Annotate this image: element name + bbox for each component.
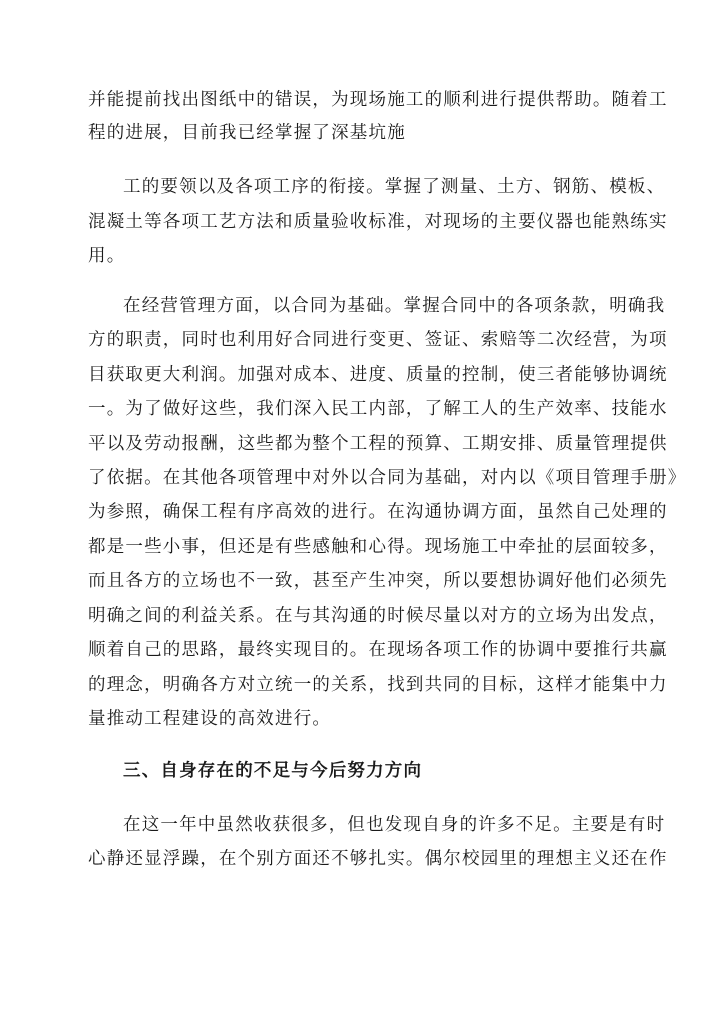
paragraph-1-line-1: 并能提前找出图纸中的错误，为现场施工的顺利进行提供帮助。随着工 [88,90,668,110]
paragraph-3-line-2: 方的职责，同时也利用好合同进行变更、签证、索赔等二次经营，为项 [88,330,668,350]
paragraph-3-line-4: 一。为了做好这些，我们深入民工内部，了解工人的生产效率、技能水 [88,399,668,419]
paragraph-3-line-1: 在经营管理方面，以合同为基础。掌握合同中的各项条款，明确我 [123,296,666,316]
paragraph-2-line-3: 用。 [88,246,126,266]
paragraph-2-line-1: 工的要领以及各项工序的衔接。掌握了测量、土方、钢筋、模板、 [123,177,666,197]
paragraph-2-line-2: 混凝土等各项工艺方法和质量验收标准，对现场的主要仪器也能熟练实 [88,212,668,232]
paragraph-3-line-7: 为参照，确保工程有序高效的进行。在沟通协调方面，虽然自己处理的 [88,502,668,522]
paragraph-3-line-13: 量推动工程建设的高效进行。 [88,709,332,729]
paragraph-3-line-3: 目获取更大利润。加强对成本、进度、质量的控制，使三者能够协调统 [88,365,668,385]
paragraph-3-line-11: 顺着自己的思路，最终实现目的。在现场各项工作的协调中要推行共赢 [88,640,668,660]
paragraph-3-line-10: 明确之间的利益关系。在与其沟通的时候尽量以对方的立场为出发点， [88,606,668,626]
paragraph-3-line-6: 了依据。在其他各项管理中对外以合同为基础，对内以《项目管理手册》 [88,468,687,488]
section-heading: 三、自身存在的不足与今后努力方向 [123,761,423,781]
paragraph-3-line-9: 而且各方的立场也不一致，甚至产生冲突，所以要想协调好他们必须先 [88,571,668,591]
paragraph-4-line-1: 在这一年中虽然收获很多，但也发现自身的许多不足。主要是有时 [123,815,666,835]
paragraph-4-line-2: 心静还显浮躁，在个别方面还不够扎实。偶尔校园里的理想主义还在作 [88,849,668,869]
paragraph-3-line-8: 都是一些小事，但还是有些感触和心得。现场施工中牵扯的层面较多， [88,537,668,557]
paragraph-1-line-2: 程的进展，目前我已经掌握了深基坑施 [88,123,406,143]
paragraph-3-line-5: 平以及劳动报酬，这些都为整个工程的预算、工期安排、质量管理提供 [88,434,668,454]
paragraph-3-line-12: 的理念，明确各方对立统一的关系，找到共同的目标，这样才能集中力 [88,675,668,695]
